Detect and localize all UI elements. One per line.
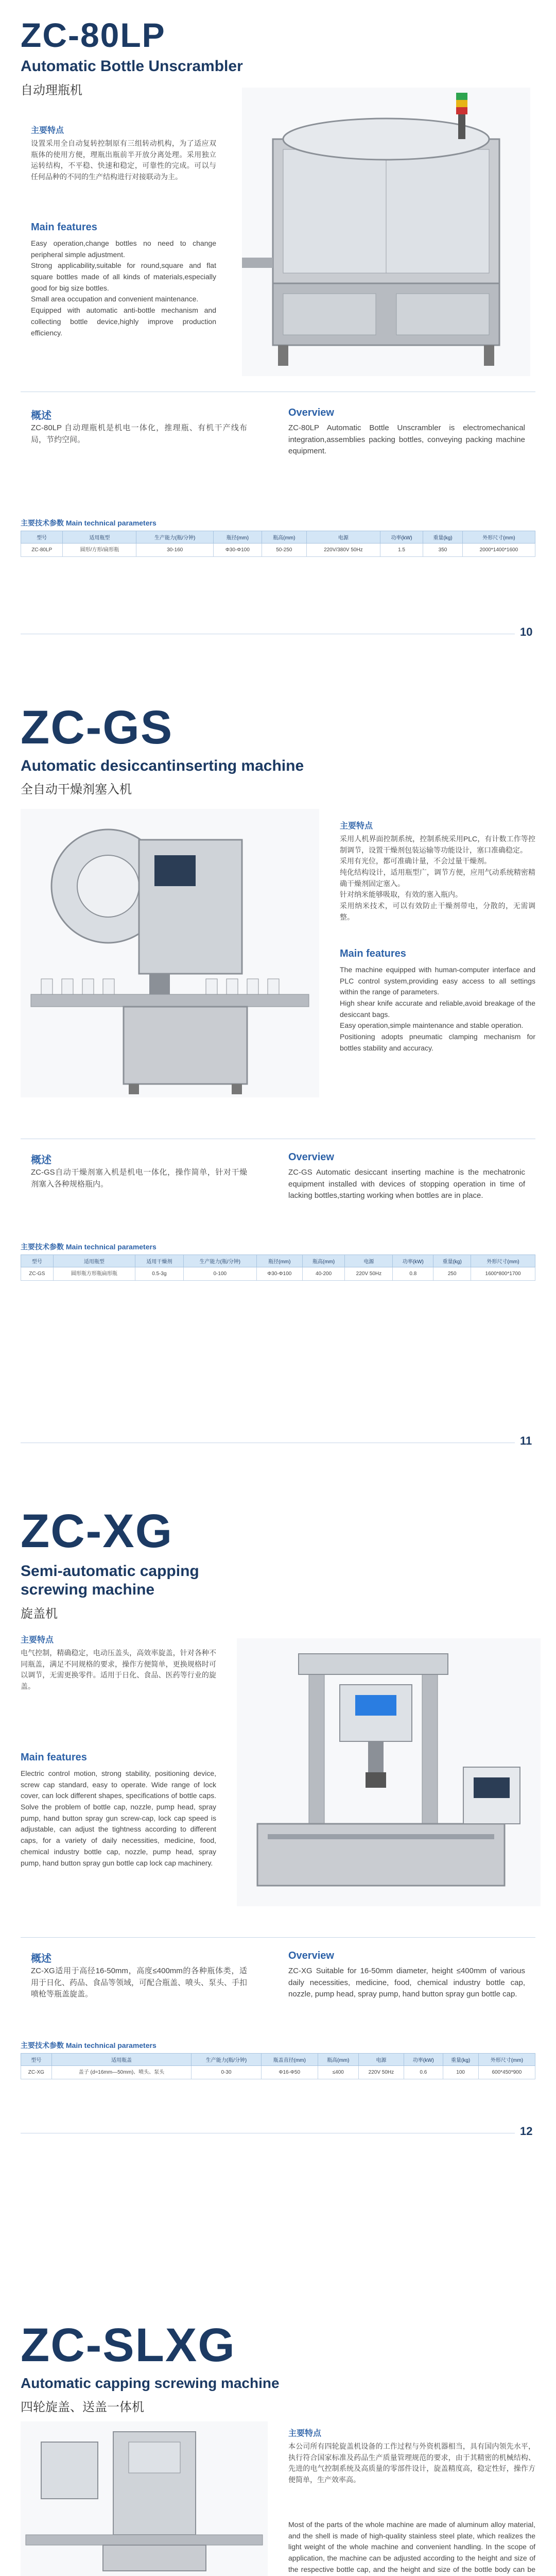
features-cn-text: 设置采用全自动复转控制原有三组转动机构，为了适应双瓶体的使用方便，理瓶出瓶前半开放分离处理。采用独立运转结构，不平稳、快速和稳定，可靠性的完成。可以与任何品种的不同的生产结构进行对接联动为主。 <box>31 139 216 181</box>
page-number: 11 <box>520 1434 532 1447</box>
features-en-text: The machine equipped with human-computer interface and PLC control system,providing easy access to all settings within the range of parameters. High shear knife accurate and reliable,avoid breakage of the desiccant bags. Easy operation,simple maintenance and stable operation. Positioning adopts pneumatic clamping mechanism for bottles stability and accuracy. <box>340 965 535 1052</box>
table-header-cell: 适用瓶型 <box>53 1255 135 1267</box>
page-number: 10 <box>520 625 533 638</box>
spec-table <box>21 2053 535 2079</box>
table-header-cell: 功率(kW) <box>380 531 423 544</box>
table-cell: 220V 50Hz <box>345 1267 393 1281</box>
overview-en-text: ZC-GS Automatic desiccant inserting machine is the mechatronic equipment installed with devices of stopping operation in time of lacking bottles,starting working when bottles are in place. <box>288 1168 525 1200</box>
features-cn-label: 主要特点 <box>340 822 373 831</box>
overview-en-text: ZC-80LP Automatic Bottle Unscrambler is electromechanical integration,assemblies packing bottles, conveying packing machine equipment. <box>288 423 525 455</box>
cn-title: 旋盖机 <box>21 1607 58 1621</box>
model-subtitle: Automatic desiccantinserting machine <box>21 757 304 774</box>
page-zc-xg <box>0 1484 556 2298</box>
table-title: 主要技术参数 Main technical parameters <box>21 519 157 527</box>
table-cell: 250 <box>433 1267 471 1281</box>
table-cell: 0-100 <box>183 1267 256 1281</box>
overview-cn-text: ZC-GS自动干燥剂塞入机是机电一体化，操作简单，针对干燥剂塞入各种规格瓶内。 <box>31 1168 247 1189</box>
table-header-cell: 型号 <box>21 531 63 544</box>
table-header-cell: 瓶高(mm) <box>302 1255 345 1267</box>
table-cell: Φ30-Φ100 <box>256 1267 302 1281</box>
model-subtitle: Semi-automatic capping screwing machine <box>21 1563 199 1598</box>
table-cell: ZC-GS <box>21 1267 54 1281</box>
table-cell: 220V 50Hz <box>358 2066 404 2079</box>
model-subtitle: Automatic Bottle Unscrambler <box>21 58 243 75</box>
table-cell: ZC-XG <box>21 2066 52 2079</box>
spec-table <box>21 1255 535 1281</box>
spec-table <box>21 531 535 557</box>
table-header-cell: 瓶径(mm) <box>214 531 262 544</box>
table-header-cell: 生产能力(瓶/分钟) <box>192 2054 261 2066</box>
table-header-cell: 电源 <box>358 2054 404 2066</box>
table-row <box>21 2066 535 2079</box>
features-en-text: Electric control motion, strong stability, positioning device, screw cap standard, easy to operate. Wide range of lock cover, can lock different shapes, specifications of bottle caps. Solve the problem of bottle cap, nozzle, pump head, spray pump, hand button spray gun screw-cap, lock cap speed is adjustable, can adjust the tightness according to different caps, for a variety of daily necessities, medicine, food, chemical industry bottle cap, nozzle, pump head, spray pump, hand button spray gun bottle cap lock cap machinery. <box>21 1769 216 1867</box>
cn-title: 全自动干燥剂塞入机 <box>21 783 132 796</box>
desiccant-inserter-image <box>21 809 319 1097</box>
features-cn-label: 主要特点 <box>21 1636 54 1645</box>
table-cell: Φ16-Φ50 <box>261 2066 318 2079</box>
table-header-cell: 瓶盖直径(mm) <box>261 2054 318 2066</box>
features-cn-text: 电气控制，精确稳定，电动压盖头，高效率旋盖，针对各种不同瓶盖，满足不同规格的要求，操作方便简单，更换规格时可以调节，无需更换零件。适用于日化、食品、医药等行业的旋盖。 <box>21 1649 216 1691</box>
overview-label: 概述 <box>31 410 51 421</box>
table-header-cell: 适用瓶型 <box>63 531 136 544</box>
table-row <box>21 544 535 557</box>
table-header-cell: 适用瓶盖 <box>51 2054 192 2066</box>
table-cell: 100 <box>443 2066 478 2079</box>
table-header-cell: 重量(kg) <box>443 2054 478 2066</box>
features-en-label: Main features <box>21 1752 87 1763</box>
table-cell: 40-200 <box>302 1267 345 1281</box>
table-cell: 圆形瓶方形瓶扁形瓶 <box>53 1267 135 1281</box>
overview-label: 概述 <box>31 1155 51 1166</box>
features-en-label: Main features <box>340 948 406 959</box>
overview-cn-text: ZC-80LP 自动理瓶机是机电一体化，推理瓶、有机干产线布局，节约空间。 <box>31 423 247 444</box>
table-cell: 0.6 <box>404 2066 443 2079</box>
table-header-cell: 电源 <box>345 1255 393 1267</box>
table-header-cell: 电源 <box>306 531 380 544</box>
table-header-cell: 生产能力(瓶/分钟) <box>183 1255 256 1267</box>
table-cell: 50-250 <box>262 544 306 557</box>
table-header-row <box>21 1255 535 1267</box>
table-cell: Φ30-Φ100 <box>214 544 262 557</box>
table-cell: ZC-80LP <box>21 544 63 557</box>
capping-machine-image <box>237 1638 541 1906</box>
features-cn-text: 本公司所有四轮旋盖机设备的工作过程与外资机器相当，具有国内领先水平，执行符合国家标准及药品生产质量管理规范的要求，由于其精密的机械结构、先进的电气控制系统及高质量的零部件设计，旋盖精度高，稳定性好，操作方便简单，生产效率高。 <box>288 2442 535 2484</box>
features-en-label: Main features <box>31 222 97 233</box>
table-cell: 30-160 <box>136 544 214 557</box>
table-header-cell: 功率(kW) <box>393 1255 433 1267</box>
table-cell: 0-30 <box>192 2066 261 2079</box>
table-header-cell: 外形尺寸(mm) <box>471 1255 535 1267</box>
table-header-row <box>21 531 535 544</box>
overview-en-label: Overview <box>288 1950 334 1961</box>
overview-en-text: ZC-XG Suitable for 16-50mm diameter, height ≤400mm of various daily necessities, medicine, food, chemical industry bottle cap, nozzle, pump head, spray pump, hand button spray gun bottle cap. <box>288 1967 525 1998</box>
table-header-cell: 型号 <box>21 2054 52 2066</box>
table-cell: ≤400 <box>318 2066 358 2079</box>
table-cell: 600*450*900 <box>478 2066 535 2079</box>
table-header-cell: 重量(kg) <box>423 531 463 544</box>
model-title: ZC-SLXG <box>21 2319 236 2371</box>
table-header-cell: 适用干燥剂 <box>135 1255 184 1267</box>
table-cell: 350 <box>423 544 463 557</box>
table-cell: 1.5 <box>380 544 423 557</box>
page-zc-slxg <box>0 2298 556 2576</box>
page-number: 12 <box>520 2125 533 2138</box>
table-header-cell: 型号 <box>21 1255 54 1267</box>
overview-cn-text: ZC-XG适用于高径16-50mm，高度≤400mm的各种瓶体类，适用于日化、药品、食品等领域，可配合瓶盖、喷头、泵头、手扣喷枪等瓶盖旋盖。 <box>31 1967 248 1998</box>
page-zc-gs <box>0 680 556 1484</box>
features-cn-text: 采用人机界面控制系统，控制系统采用PLC，有计数工作等控制调节，设置干燥剂包装运输等功能设计，塞口准确稳定。 采用有光位，都可准确计量，不会过量干燥剂。 纯化结构设计，适用瓶型广，调节方便，应用气动系统精密精确干燥剂固定塞入。 针对纳米能够吸取，有效的塞入瓶内。 采用纳米技术，可以有效防止干燥剂带电，分散的，无需调整。 <box>340 835 535 921</box>
table-header-cell: 瓶高(mm) <box>262 531 306 544</box>
table-header-cell: 生产能力(瓶/分钟) <box>136 531 214 544</box>
table-header-cell: 瓶高(mm) <box>318 2054 358 2066</box>
page-zc-80lp <box>0 0 556 680</box>
overview-en-label: Overview <box>288 407 334 418</box>
features-en-text: Easy operation,change bottles no need to change peripheral simple adjustment. Strong applicability,suitable for round,square and flat square bottles made of all kinds of materials,especially good for big size bottles. Small area occupation and convenient maintenance. Equipped with automatic anti-bottle mechanism and collecting bottle device,highly improve production efficiency. <box>31 239 216 337</box>
table-header-cell: 重量(kg) <box>433 1255 471 1267</box>
bottle-unscrambler-image <box>242 88 530 376</box>
features-cn-label: 主要特点 <box>31 126 64 135</box>
model-subtitle: Automatic capping screwing machine <box>21 2375 280 2391</box>
table-cell: 盖子 (d=16mm—50mm)、喷头、泵头 <box>51 2066 192 2079</box>
table-cell: 0.5-3g <box>135 1267 184 1281</box>
cn-title: 自动理瓶机 <box>21 83 82 97</box>
capping-line-image <box>21 2421 268 2576</box>
table-header-cell: 功率(kW) <box>404 2054 443 2066</box>
model-title: ZC-80LP <box>21 16 166 54</box>
features-en-text-2: Most of the parts of the whole machine are made of aluminum alloy material, and the shell is made of high-quality stainless steel plate, which realizes the light weight of the whole machine and convenient handling. In the scope of application, the machine can be adjusted according to the height and size of the respective bottle cap, and the height and size of the bottle body can be <box>288 2520 535 2573</box>
table-cell: 圆形/方形/扁形瓶 <box>63 544 136 557</box>
overview-label: 概述 <box>31 1953 51 1964</box>
model-title: ZC-XG <box>21 1505 173 1557</box>
table-header-row <box>21 2054 535 2066</box>
table-title: 主要技术参数 Main technical parameters <box>21 1243 157 1251</box>
cn-title: 四轮旋盖、送盖一体机 <box>21 2400 144 2414</box>
table-title: 主要技术参数 Main technical parameters <box>21 2041 157 2049</box>
table-row <box>21 1267 535 1281</box>
table-header-cell: 瓶径(mm) <box>256 1255 302 1267</box>
table-cell: 1600*800*1700 <box>471 1267 535 1281</box>
table-header-cell: 外形尺寸(mm) <box>462 531 535 544</box>
overview-en-label: Overview <box>288 1151 334 1163</box>
features-cn-label: 主要特点 <box>288 2429 322 2438</box>
table-cell: 2000*1400*1600 <box>462 544 535 557</box>
model-title: ZC-GS <box>21 701 173 754</box>
table-cell: 0.8 <box>393 1267 433 1281</box>
table-cell: 220V/380V 50Hz <box>306 544 380 557</box>
table-header-cell: 外形尺寸(mm) <box>478 2054 535 2066</box>
